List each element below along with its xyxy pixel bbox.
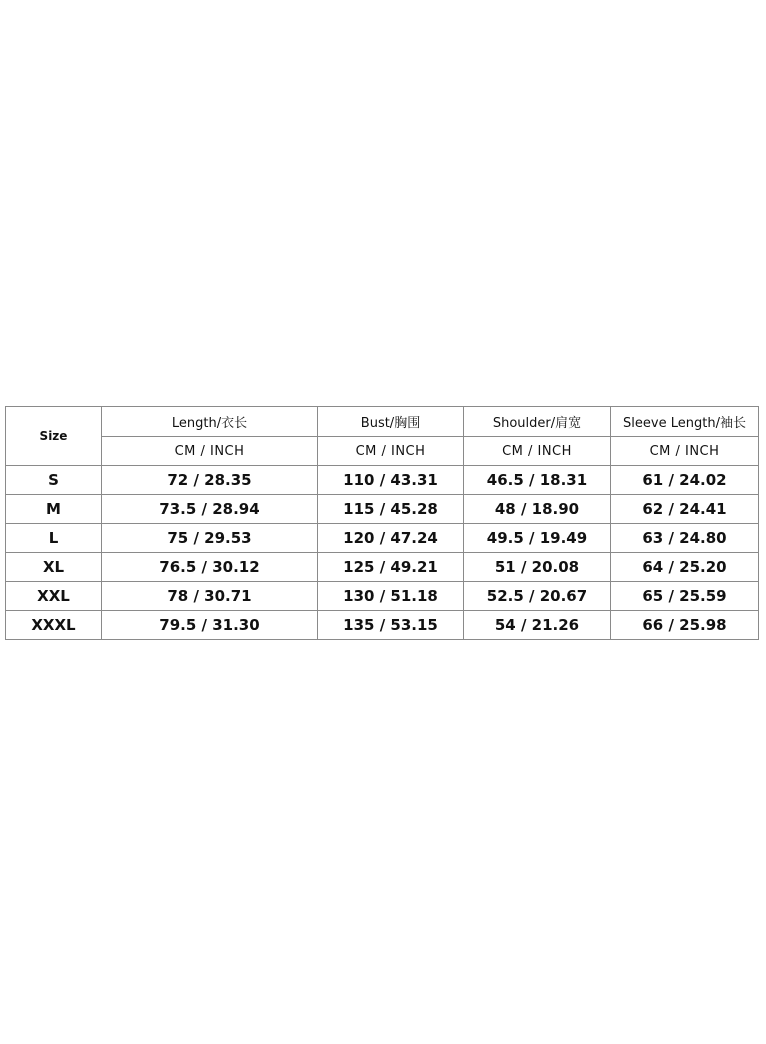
size-cell: M	[6, 495, 102, 524]
length-column-header: Length/衣长	[102, 407, 318, 437]
shoulder-cell: 52.5 / 20.67	[464, 582, 611, 611]
shoulder-cell: 46.5 / 18.31	[464, 466, 611, 495]
shoulder-column-header: Shoulder/肩宽	[464, 407, 611, 437]
shoulder-cell: 48 / 18.90	[464, 495, 611, 524]
length-cell: 79.5 / 31.30	[102, 611, 318, 640]
size-column-header: Size	[6, 407, 102, 466]
length-cell: 73.5 / 28.94	[102, 495, 318, 524]
size-chart-table	[5, 406, 759, 640]
size-cell: L	[6, 524, 102, 553]
bust-cell: 135 / 53.15	[318, 611, 464, 640]
table-row	[6, 495, 759, 524]
table-row	[6, 611, 759, 640]
table-row	[6, 524, 759, 553]
sleeve-length-cell: 62 / 24.41	[611, 495, 759, 524]
shoulder-cell: 51 / 20.08	[464, 553, 611, 582]
sleeve-length-cell: 61 / 24.02	[611, 466, 759, 495]
size-cell: XXXL	[6, 611, 102, 640]
size-cell: S	[6, 466, 102, 495]
sleeve-length-cell: 66 / 25.98	[611, 611, 759, 640]
bust-cell: 115 / 45.28	[318, 495, 464, 524]
bust-cell: 130 / 51.18	[318, 582, 464, 611]
length-cell: 76.5 / 30.12	[102, 553, 318, 582]
shoulder-cell: 54 / 21.26	[464, 611, 611, 640]
sleeve-length-column-header: Sleeve Length/袖长	[611, 407, 759, 437]
table-row	[6, 553, 759, 582]
length-cell: 75 / 29.53	[102, 524, 318, 553]
length-cell: 72 / 28.35	[102, 466, 318, 495]
bust-cell: 110 / 43.31	[318, 466, 464, 495]
sleeve-unit-label: CM / INCH	[611, 437, 759, 466]
length-unit-label: CM / INCH	[102, 437, 318, 466]
table-row	[6, 582, 759, 611]
bust-column-header: Bust/胸围	[318, 407, 464, 437]
shoulder-unit-label: CM / INCH	[464, 437, 611, 466]
sleeve-length-cell: 63 / 24.80	[611, 524, 759, 553]
bust-unit-label: CM / INCH	[318, 437, 464, 466]
sleeve-length-cell: 64 / 25.20	[611, 553, 759, 582]
header-row	[6, 407, 759, 437]
shoulder-cell: 49.5 / 19.49	[464, 524, 611, 553]
bust-cell: 120 / 47.24	[318, 524, 464, 553]
length-cell: 78 / 30.71	[102, 582, 318, 611]
size-cell: XXL	[6, 582, 102, 611]
unit-row	[6, 437, 759, 466]
sleeve-length-cell: 65 / 25.59	[611, 582, 759, 611]
size-cell: XL	[6, 553, 102, 582]
bust-cell: 125 / 49.21	[318, 553, 464, 582]
table-row	[6, 466, 759, 495]
